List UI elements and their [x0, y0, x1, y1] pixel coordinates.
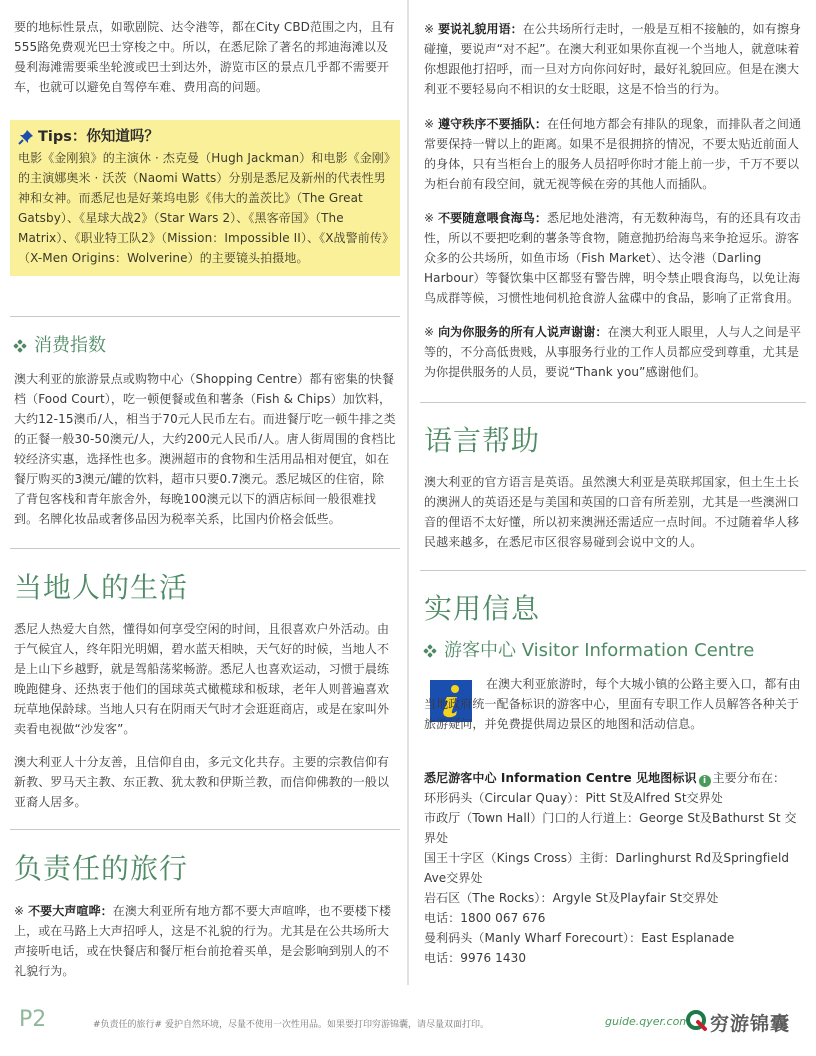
section-divider	[10, 316, 400, 317]
language-heading: 语言帮助	[424, 424, 541, 457]
info-centre-intro	[424, 768, 808, 788]
footer-note: #负责任的旅行# 爱护自然环境，尽量不使用一次性用品。如果要打印穷游锦囊，请尽量双面打印。	[93, 1020, 489, 1030]
etiquette-item-polite	[424, 19, 808, 99]
phone-line: 电话：9976 1430	[424, 951, 527, 965]
location-line: 岩石区（The Rocks）：Argyle St及Playfair St交界处	[424, 891, 719, 905]
local-life-para-1: 悉尼人热爱大自然，懂得如何享受空闲的时间，且很喜欢户外活动。由于气候宜人，终年阳光明媚，碧水蓝天相映，天气好的时候，当地人不是上山下乡越野，就是驾船荡桨畅游。悉尼人也喜欢运动，习惯于晨练晚跑健身、还热衷于他们的国球英式橄榄球和板球，老年人则普遍喜欢玩草地保龄球。当地人只有在阴雨天气时才会逛逛商店，或是在家叫外卖看电视做“沙发客”。	[14, 622, 390, 736]
etiquette-label: 不要随意喂食海鸟：	[438, 211, 547, 225]
responsible-travel-heading: 负责任的旅行	[14, 852, 189, 885]
info-centre-suffix: 主要分布在：	[712, 771, 786, 785]
tips-box	[10, 120, 400, 276]
brand-name: 穷游锦囊	[710, 1013, 791, 1035]
etiquette-body: 在公共场所行走时，一般是互相不接触的，如有擦身碰撞，要说声“对不起”。在澳大利亚如果你直视一个当地人，就意味着你想跟他打招呼，而一旦对方向你问好时，最好礼貌回应。但是在澳大利亚不要轻易向不相识的女士眨眼，这是不恰当的行为。	[424, 22, 802, 96]
spending-body: 澳大利亚的旅游景点或购物中心（Shopping Centre）都有密集的快餐档（Food Court），吃一顿便餐或鱼和薯条（Fish & Chips）加饮料，大约12-15澳币/人，相当于70元人民币左右。而进餐厅吃一顿牛排之类的正餐一般30-50澳元/人，大约200元人民币/人。唐人街周围的食档比较经济实惠，选择性也多。澳洲超市的食物和生活用品相对便宜，如在餐厅购买的3澳元/罐的饮料，超市只要0.7澳元。悉尼城区的住宿，除了背包客栈和青年旅舍外，每晚100澳元以下的酒店标间一般很难找到。名牌化妆品或奢侈品因为税率关系，比国内价格会低些。	[14, 372, 396, 526]
etiquette-body: 在任何地方都会有排队的现象，而排队者之间通常要保持一臂以上的距离。如果不是很拥挤的情况，不要太贴近前面人的身体，只有当柜台上的服务人员招呼你时才能上前一步，千万不要以为柜台前有段空间，就无视等候在旁的其他人而插队。	[424, 117, 802, 191]
column-separator	[407, 0, 409, 985]
location-line: 环形码头（Circular Quay）：Pitt St及Alfred St交界处	[424, 791, 723, 805]
etiquette-label: 遵守秩序不要插队：	[438, 117, 547, 131]
reference-mark: ※	[424, 117, 435, 131]
footer-url-link[interactable]: guide.qyer.com	[605, 1015, 691, 1028]
etiquette-item-thanks	[424, 322, 808, 382]
section-divider	[420, 402, 806, 403]
location-line: 国王十字区（Kings Cross）主街：Darlinghurst Rd及Springfield Ave交界处	[424, 851, 790, 885]
location-line: 曼利码头（Manly Wharf Forecourt）：East Esplanade	[424, 931, 735, 945]
info-centre-label: 悉尼游客中心 Information Centre 见地图标识	[424, 771, 697, 785]
visitor-centre-heading: 游客中心 Visitor Information Centre	[444, 640, 755, 661]
info-circle-icon: i	[699, 775, 711, 787]
etiquette-item-queue	[424, 114, 808, 194]
language-body: 澳大利亚的官方语言是英语。虽然澳大利亚是英联邦国家，但土生土长的澳洲人的英语还是与美国和英国的口音有所差别，尤其是一些澳洲口音的俚语不太好懂，所以初来澳洲还需适应一点时间。不过随着华人移民越来越多，在悉尼市区很容易碰到会说中文的人。	[424, 475, 800, 549]
local-life-para-2: 澳大利亚人十分友善，且信仰自由，多元文化共存。主要的宗教信仰有新教、罗马天主教、东正教、犹太教和伊斯兰教，而信仰佛教的一般以亚裔人居多。	[14, 755, 390, 809]
visitor-centre-body: 在澳大利亚旅游时，每个大城小镇的公路主要入口，都有由当地政府统一配备标识的游客中心，里面有专职工作人员解答各种关于旅游疑问，并免费提供周边景区的地图和活动信息。	[424, 677, 801, 731]
page-footer	[0, 1005, 816, 1045]
reference-mark: ※	[424, 22, 435, 36]
pushpin-icon	[18, 129, 34, 145]
etiquette-body: 在澳大利亚人眼里，人与人之间是平等的，不分高低贵贱，从事服务行业的工作人员都应受到尊重，尤其是为你提供服务的人员，要说“Thank you”感谢他们。	[424, 325, 802, 379]
local-life-heading: 当地人的生活	[14, 571, 189, 604]
practical-info-heading: 实用信息	[424, 592, 541, 625]
spending-heading: 消费指数	[34, 335, 106, 356]
location-line: 市政厅（Town Hall）门口的人行道上：George St及Bathurst St 交界处	[424, 811, 797, 845]
reference-mark: ※	[424, 211, 435, 225]
phone-line: 电话：1800 067 676	[424, 911, 546, 925]
responsible-item-1-label: 不要大声喧哗：	[28, 904, 113, 918]
intro-paragraph: 要的地标性景点，如歌剧院、达令港等，都在City CBD范围之内，且有555路免费观光巴士穿梭之中。所以，在悉尼除了著名的邦迪海滩以及曼利海滩需要乘坐轮渡或巴士到达外，游览市区的景点几乎都不需要开车，也就可以避免自驾停车难、费用高的问题。	[14, 20, 395, 94]
etiquette-label: 要说礼貌用语：	[438, 22, 523, 36]
responsible-item-1: ※ 不要大声喧哗：在澳大利亚所有地方都不要大声喧哗，也不要楼下楼上，或在马路上大声招呼人，这是不礼貌的行为。尤其是在公共场所大声接听电话，或在快餐店和餐厅柜台前抢着买单，是会影响到别人的不礼貌行为。	[14, 904, 392, 978]
diamond-bullet-icon	[424, 645, 436, 657]
section-divider	[420, 570, 806, 571]
tips-title-row	[18, 126, 392, 148]
section-divider	[10, 829, 400, 830]
etiquette-label: 向为你服务的所有人说声谢谢：	[438, 325, 608, 339]
visitor-centre-heading-row	[424, 639, 754, 663]
page-number: P2	[19, 1007, 47, 1032]
diamond-bullet-icon	[14, 340, 26, 352]
spending-heading-row	[14, 334, 106, 358]
info-centre-locations	[424, 788, 808, 968]
section-divider	[10, 548, 400, 549]
responsible-item-1-body: 在澳大利亚所有地方都不要大声喧哗，也不要楼下楼上，或在马路上大声招呼人，这是不礼貌的行为。尤其是在公共场所大声接听电话，或在快餐店和餐厅柜台前抢着买单，是会影响到别人的不礼貌行为。	[14, 904, 392, 978]
etiquette-body: 悉尼地处港湾，有无数种海鸟，有的还具有攻击性，所以不要把吃剩的薯条等食物，随意抛扔给海鸟来争抢逗乐。游客众多的公共场所，如鱼市场（Fish Market）、达令港（Darling Harbour）等餐饮集中区都竖有警告牌，明令禁止喂食海鸟，以免让海鸟成群等候，习惯性地伺机抢食游人盆碟中的食品，影响了正常食用。	[424, 211, 802, 305]
tips-title: Tips：你知道吗？	[38, 129, 159, 145]
tips-body: 电影《金刚狼》的主演休 · 杰克曼（Hugh Jackman）和电影《金刚》的主演娜奥米 · 沃茨（Naomi Watts）分别是悉尼及新州的代表性男神和女神。而悉尼也是好莱坞电影《伟大的盖茨比》（The Great Gatsby）、《星球大战2》（Star Wars 2）、《黑客帝国》（The Matrix）、《职业特工队2》（Mission：Impossible II）、《X战警前传》（X-Men Origins：Wolverine）的主要镜头拍摄地。	[18, 151, 390, 265]
etiquette-item-seabirds	[424, 208, 808, 308]
reference-mark: ※	[424, 325, 435, 339]
brand-logo	[686, 1009, 790, 1036]
qyer-q-icon	[686, 1010, 708, 1036]
